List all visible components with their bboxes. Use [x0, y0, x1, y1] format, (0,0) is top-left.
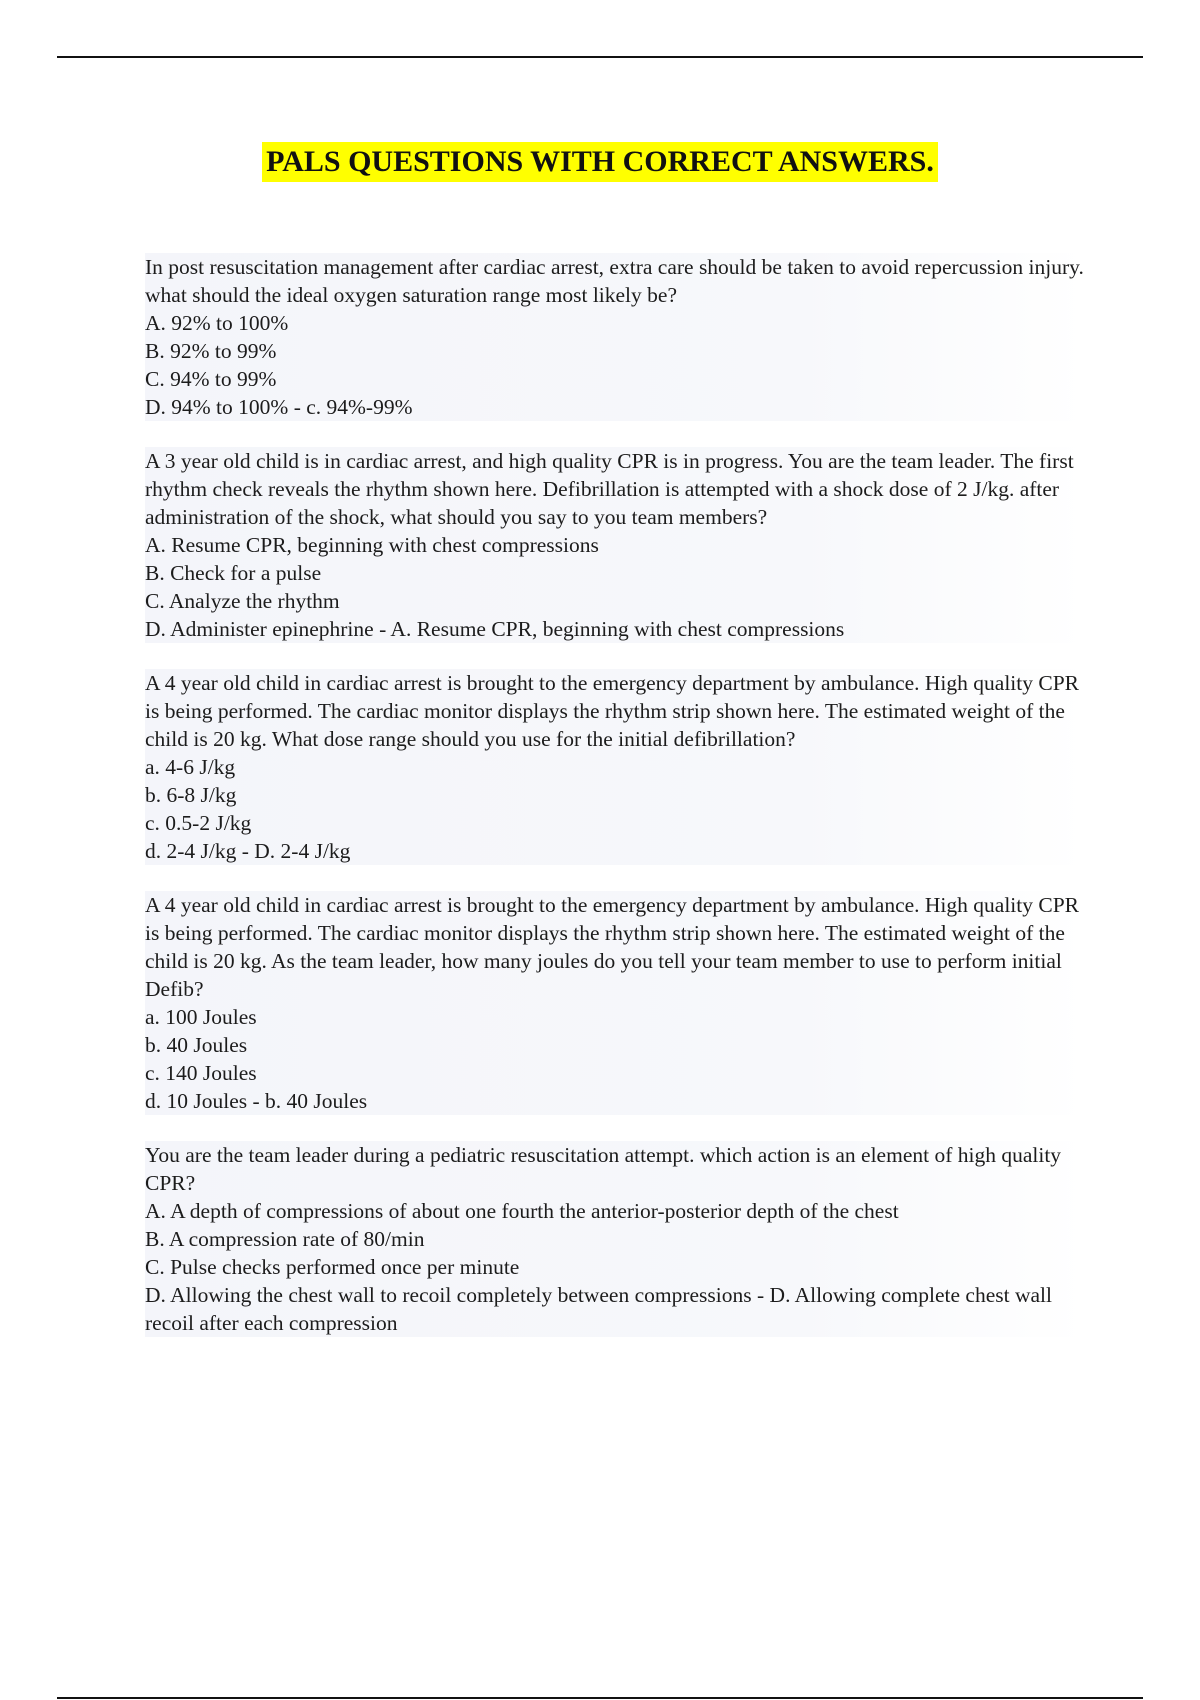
title-container [0, 142, 1200, 182]
answer-option: a. 4-6 J/kg [145, 753, 1085, 781]
answer-option-with-correct-answer: D. Administer epinephrine - A. Resume CPR, beginning with chest compressions [145, 615, 1085, 643]
answer-option: B. A compression rate of 80/min [145, 1225, 1085, 1253]
question-text: A 3 year old child is in cardiac arrest, and high quality CPR is in progress. You are the team leader. The first rhythm check reveals the rhythm shown here. Defibrillation is attempted with a shock dose of 2 J/kg. after administration of the shock, what should you say to you team members? [145, 447, 1085, 531]
answer-option: c. 140 Joules [145, 1059, 1085, 1087]
question-text: In post resuscitation management after cardiac arrest, extra care should be taken to avoid repercussion injury. what should the ideal oxygen saturation range most likely be? [145, 255, 1084, 307]
answer-option: A. Resume CPR, beginning with chest compressions [145, 531, 1085, 559]
answer-option: A. A depth of compressions of about one fourth the anterior-posterior depth of the chest [145, 1197, 1085, 1225]
bottom-rule [57, 1697, 1143, 1699]
answer-option: B. Check for a pulse [145, 559, 1085, 587]
question-text: A 4 year old child in cardiac arrest is brought to the emergency department by ambulance. High quality CPR is being performed. The cardiac monitor displays the rhythm strip shown here. The estimated weight of the child is 20 kg. As the team leader, how many joules do you tell your team member to use to perform initial Defib? [145, 891, 1085, 1003]
answer-option: b. 40 Joules [145, 1031, 1085, 1059]
question-block-1 [145, 253, 1085, 421]
answer-option: C. Pulse checks performed once per minute [145, 1253, 1085, 1281]
answer-option: a. 100 Joules [145, 1003, 1085, 1031]
page-title: PALS QUESTIONS WITH CORRECT ANSWERS. [262, 142, 938, 182]
question-block-3 [145, 669, 1085, 865]
answer-option-with-correct-answer: d. 10 Joules - b. 40 Joules [145, 1087, 1085, 1115]
question-text: A 4 year old child in cardiac arrest is brought to the emergency department by ambulance. High quality CPR is being performed. The cardiac monitor displays the rhythm strip shown here. The estimated weight of the child is 20 kg. What dose range should you use for the initial defibrillation? [145, 669, 1085, 753]
top-rule [57, 56, 1143, 58]
question-text: You are the team leader during a pediatric resuscitation attempt. which action is an element of high quality CPR? [145, 1141, 1085, 1197]
answer-option: A. 92% to 100% [145, 309, 1085, 337]
answer-option: C. Analyze the rhythm [145, 587, 1085, 615]
answer-option-with-correct-answer: d. 2-4 J/kg - D. 2-4 J/kg [145, 837, 1085, 865]
question-block-2 [145, 447, 1085, 643]
answer-option-with-correct-answer: D. Allowing the chest wall to recoil completely between compressions - D. Allowing complete chest wall recoil after each compression [145, 1281, 1085, 1337]
question-list [145, 253, 1085, 1363]
question-block-4 [145, 891, 1085, 1115]
answer-option: c. 0.5-2 J/kg [145, 809, 1085, 837]
answer-option-with-correct-answer: D. 94% to 100% - c. 94%-99% [145, 393, 1085, 421]
answer-option: C. 94% to 99% [145, 365, 1085, 393]
answer-option: b. 6-8 J/kg [145, 781, 1085, 809]
question-block-5 [145, 1141, 1085, 1337]
answer-option: B. 92% to 99% [145, 337, 1085, 365]
